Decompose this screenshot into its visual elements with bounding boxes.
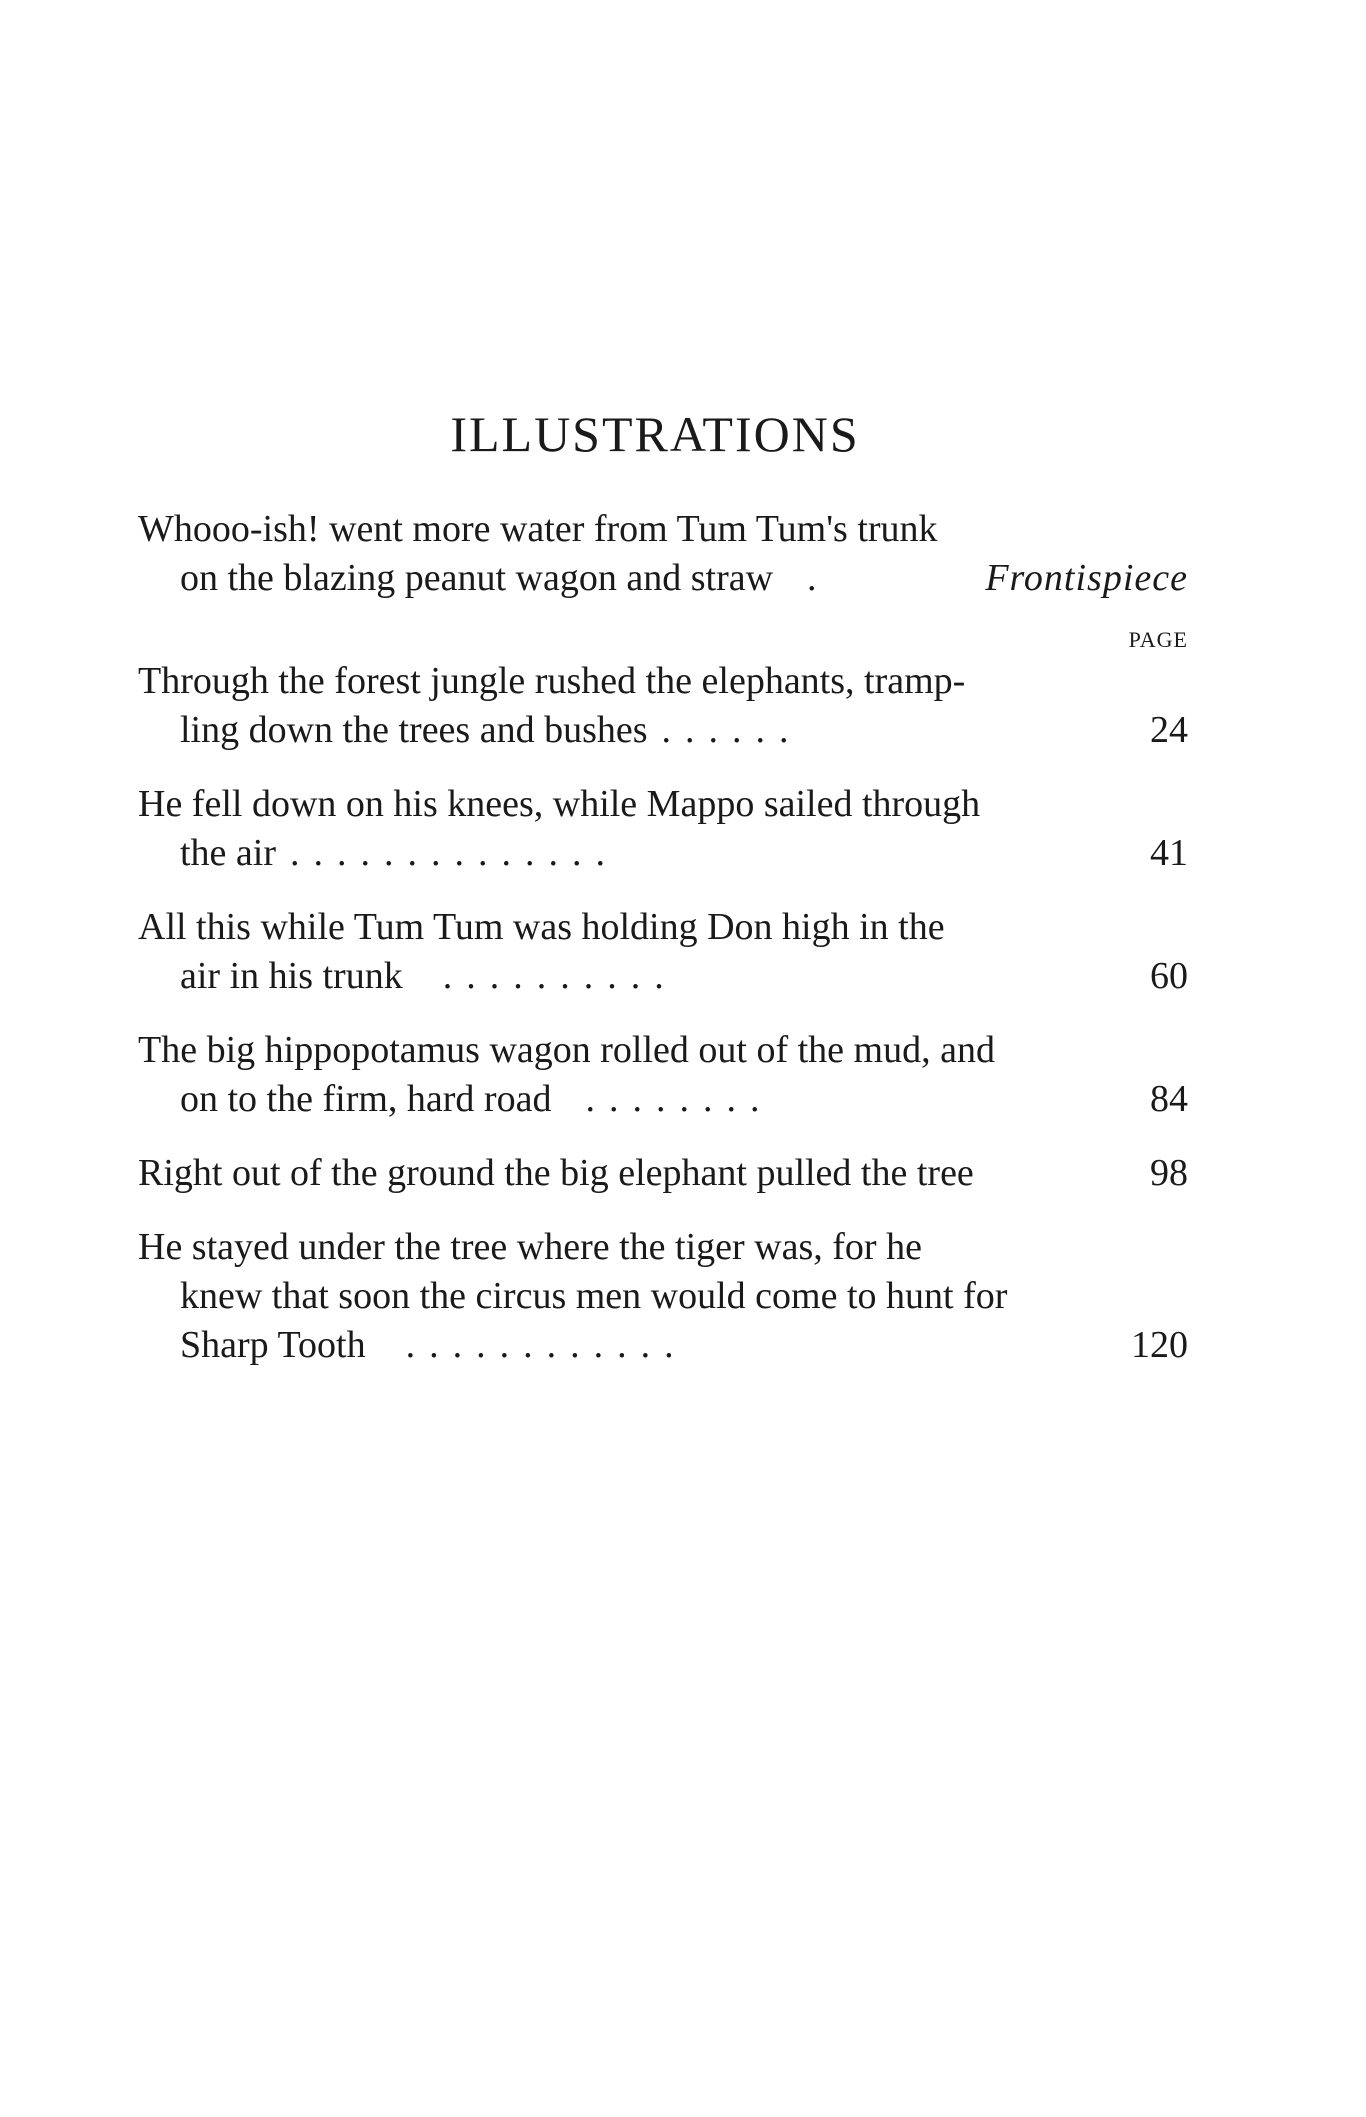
- entry-line: He fell down on his knees, while Mappo sailed through: [138, 783, 981, 825]
- illustration-entry: [138, 657, 1188, 755]
- leader-dots: ..........: [442, 955, 678, 997]
- entry-last-line: [138, 1321, 1188, 1370]
- entry-text: Right out of the ground the big elephant pulled the tree: [138, 1152, 974, 1194]
- entry-last-line: [138, 952, 1188, 1001]
- entry-line: Through the forest jungle rushed the elephants, tramp-: [138, 660, 966, 702]
- entry-last-line: [138, 829, 1188, 878]
- page-number: Frontispiece: [985, 557, 1188, 599]
- page-title: ILLUSTRATIONS: [450, 406, 860, 462]
- page-number: 24: [1150, 709, 1188, 751]
- illustrations-list: [138, 505, 1188, 1370]
- leader-dots: ............: [405, 1324, 688, 1366]
- page-column-label: PAGE: [1128, 627, 1188, 652]
- entry-last-line: [138, 1075, 1188, 1124]
- illustration-entry: [138, 1223, 1188, 1370]
- entry-line: All this while Tum Tum was holding Don high in the: [138, 906, 945, 948]
- entry-line: knew that soon the circus men would come to hunt for: [180, 1275, 1008, 1317]
- entry-line: Whooo-ish! went more water from Tum Tum's trunk: [138, 508, 938, 550]
- entry-text: air in his trunk: [180, 955, 403, 997]
- entry-text: on to the firm, hard road: [180, 1078, 552, 1120]
- entry-last-line: [138, 554, 1188, 603]
- page-number: 60: [1150, 955, 1188, 997]
- leader-dots: ......: [661, 709, 803, 751]
- illustration-entry: [138, 903, 1188, 1001]
- entry-text: Sharp Tooth: [180, 1324, 366, 1366]
- page-number: 98: [1150, 1152, 1188, 1194]
- leader-dots: ........: [585, 1078, 774, 1120]
- page-number: 84: [1150, 1078, 1188, 1120]
- entry-text: the air: [180, 832, 277, 874]
- illustration-entry: [138, 1026, 1188, 1124]
- entry-line: He stayed under the tree where the tiger was, for he: [138, 1226, 922, 1268]
- page-number: 120: [1131, 1324, 1188, 1366]
- page-number: 41: [1150, 832, 1188, 874]
- entry-text: on the blazing peanut wagon and straw: [180, 557, 774, 599]
- entry-last-line: [138, 1149, 1188, 1198]
- entry-text: ling down the trees and bushes: [180, 709, 648, 751]
- entry-last-line: [138, 706, 1188, 755]
- entry-line: The big hippopotamus wagon rolled out of the mud, and: [138, 1029, 995, 1071]
- illustration-entry: [138, 780, 1188, 878]
- leader-dots: ..............: [290, 832, 620, 874]
- illustration-entry: [138, 1149, 1188, 1198]
- leader-dots: .: [807, 557, 831, 599]
- illustration-entry-frontispiece: [138, 505, 1188, 603]
